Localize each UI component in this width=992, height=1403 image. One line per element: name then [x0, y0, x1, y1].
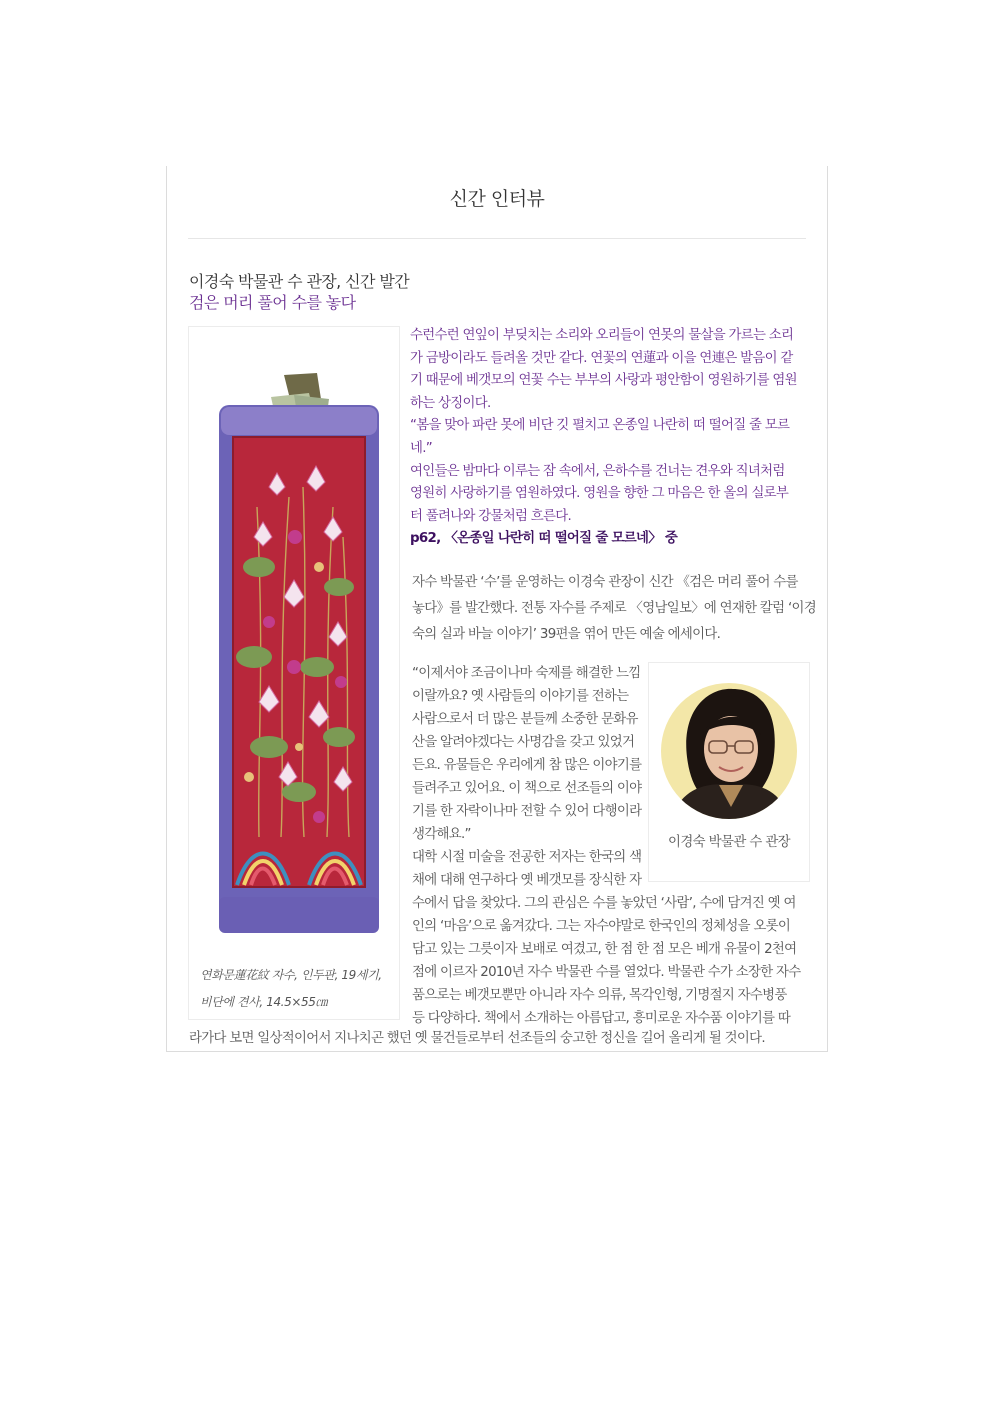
- intro-line: 숙의 실과 바늘 이야기’ 39편을 엮어 만든 예술 에세이다.: [412, 627, 721, 642]
- body-line: 대학 시절 미술을 전공한 저자는 한국의 색: [412, 850, 642, 865]
- intro-line: 놓다》를 발간했다. 전통 자수를 주제로 〈영남일보〉에 연재한 칼럼 ‘이경: [412, 601, 816, 616]
- section-title: 신간 인터뷰: [449, 188, 545, 210]
- excerpt-line: 기 때문에 베갯모의 연꽃 수는 부부의 사랑과 평안함이 영원하기를 염원: [410, 373, 797, 389]
- body-line: 인의 ‘마음’으로 옮겨갔다. 그는 자수야말로 한국인의 정체성을 오롯이: [412, 919, 791, 934]
- textile-caption: [200, 962, 396, 1016]
- portrait-caption: 이경숙 박물관 수 관장: [668, 835, 790, 850]
- excerpt-line: 하는 상징이다.: [410, 395, 491, 411]
- headline-line1: 이경숙 박물관 수 관장, 신간 발간: [189, 272, 410, 291]
- body-line: 등 다양하다. 책에서 소개하는 아름답고, 흥미로운 자수품 이야기를 따: [412, 1011, 791, 1026]
- body-line: 산을 알려야겠다는 사명감을 갖고 있었거: [412, 735, 635, 750]
- excerpt-line: 영원히 사랑하기를 염원하였다. 영원을 향한 그 마음은 한 올의 실로부: [410, 486, 789, 502]
- caption-line: 비단에 견사, 14.5×55㎝: [200, 995, 328, 1009]
- excerpt-line: 네.”: [410, 440, 433, 456]
- portrait-photo: [661, 677, 797, 823]
- title-divider: [188, 238, 806, 239]
- body-paragraph-narrow: [412, 662, 647, 892]
- body-line: 생각해요.”: [412, 827, 471, 842]
- body-line: “이제서야 조금이나마 숙제를 해결한 느낌: [412, 666, 641, 681]
- excerpt-line: 가 금방이라도 들려올 것만 같다. 연꽃의 연蓮과 이을 연連은 발음이 같: [410, 350, 793, 366]
- headline-line2: 검은 머리 풀어 수를 놓다: [189, 293, 356, 312]
- body-line: 품으로는 베갯모뿐만 아니라 자수 의류, 목각인형, 기명절지 자수병풍: [412, 988, 787, 1003]
- caption-line: 연화문蓮花紋 자수, 인두판, 19세기,: [200, 968, 382, 982]
- body-line: 기를 한 자락이나마 전할 수 있어 다행이라: [412, 804, 642, 819]
- body-last-line: 라가다 보면 일상적이어서 지나치곤 했던 옛 물건들로부터 선조들의 숭고한 정신을 길어 올리게 될 것이다.: [189, 1031, 765, 1046]
- body-line: 담고 있는 그릇이자 보배로 여겼고, 한 점 한 점 모은 베개 유물이 2천여: [412, 942, 797, 957]
- body-line: 수에서 답을 찾았다. 그의 관심은 수를 놓았던 ‘사람’, 수에 담겨진 옛 여: [412, 896, 796, 911]
- excerpt-line: 터 풀려나와 강물처럼 흐른다.: [410, 508, 572, 524]
- body-line: 점에 이르자 2010년 자수 박물관 수를 열었다. 박물관 수가 소장한 자수: [412, 965, 801, 980]
- excerpt-source: p62, 〈온종일 나란히 떠 떨어질 줄 모르네〉 중: [410, 531, 678, 547]
- body-line: 든요. 유물들은 우리에게 참 많은 이야기를: [412, 758, 642, 773]
- excerpt-line: 수런수런 연잎이 부딪치는 소리와 오리들이 연못의 물살을 가르는 소리: [410, 328, 794, 343]
- excerpt-line: “봄을 맞아 파란 못에 비단 깃 펼치고 온종일 나란히 떠 떨어질 줄 모르: [410, 418, 790, 434]
- excerpt-line: 여인들은 밤마다 이루는 잠 속에서, 은하수를 건너는 견우와 직녀처럼: [410, 463, 785, 479]
- body-line: 들려주고 있어요. 이 책으로 선조들의 이야: [412, 781, 642, 796]
- book-excerpt: [410, 325, 810, 551]
- body-paragraph-full: [412, 892, 812, 1030]
- intro-paragraph: [412, 570, 816, 648]
- body-line: 이랄까요? 옛 사람들의 이야기를 전하는: [412, 689, 629, 704]
- textile-figure: [188, 326, 400, 1020]
- portrait-figure: [648, 662, 810, 882]
- intro-line: 자수 박물관 ‘수’를 운영하는 이경숙 관장이 신간 《검은 머리 풀어 수를: [412, 575, 798, 590]
- body-line: 사람으로서 더 많은 분들께 소중한 문화유: [412, 712, 638, 727]
- body-line: 채에 대해 연구하다 옛 베갯모를 장식한 자: [412, 873, 642, 888]
- lotus-embroidery-image: [199, 337, 389, 947]
